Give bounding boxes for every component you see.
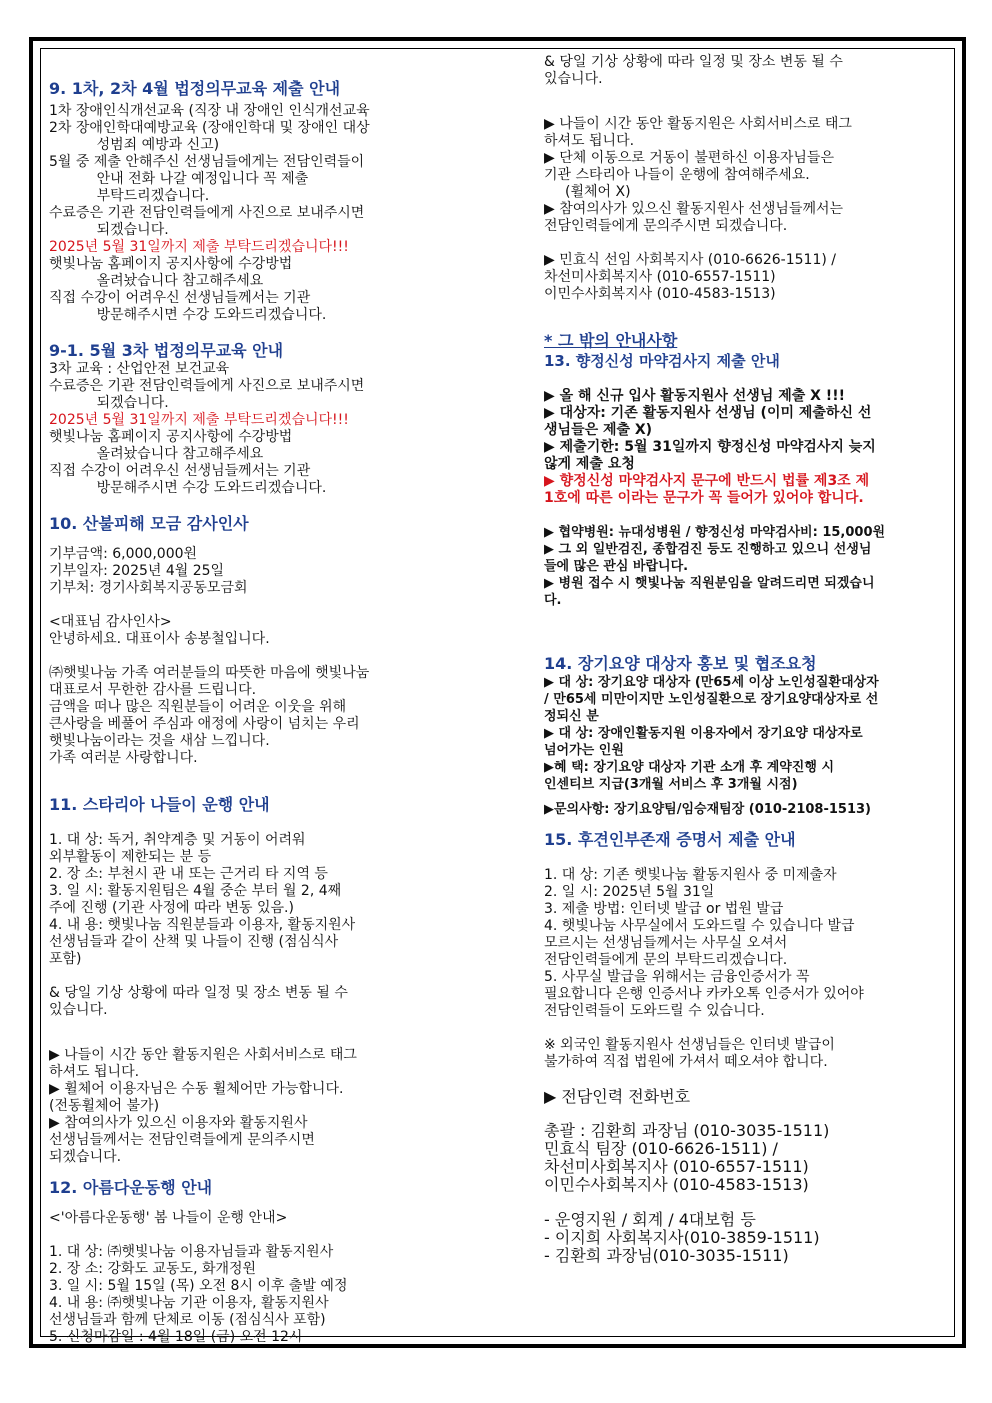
s15-item: 모르시는 선생님들께서는 사무실 오셔서 <box>544 935 788 951</box>
s11-note: ▶ 참여의사가 있으신 이용자와 활동지원사 <box>49 1115 308 1131</box>
s9-line: 2차 장애인학대예방교육 (장애인학대 및 장애인 대상 <box>49 120 370 136</box>
s9-line: 되겠습니다. <box>96 222 169 238</box>
ceo-message-heading: <대표님 감사인사> <box>49 614 172 630</box>
r-note: ▶ 참여의사가 있으신 활동지원사 선생님들께서는 <box>544 201 844 217</box>
s13-bullet: 들에 많은 관심 바랍니다. <box>544 559 689 574</box>
s9-line: 안내 전화 나갈 예정입니다 꼭 제출 <box>96 171 309 187</box>
s11-item: 2. 장 소: 부천시 관 내 또는 근거리 타 지역 등 <box>49 866 328 882</box>
s14-item: / 만65세 미만이지만 노인성질환으로 장기요양대상자로 선 <box>544 692 879 707</box>
phone-entry: 이민수사회복지사 (010-4583-1513) <box>544 1175 809 1194</box>
ceo-message-line: 대표로서 무한한 감사를 드립니다. <box>49 682 257 698</box>
ceo-message-line: 금액을 떠나 많은 직원분들이 어려운 이웃을 위해 <box>49 699 347 715</box>
s12-item: 2. 장 소: 강화도 교동도, 화개정원 <box>49 1261 257 1277</box>
s11-note: ▶ 휠체어 이용자님은 수동 휠체어만 가능합니다. <box>49 1081 344 1097</box>
s9-1-line: 수료증은 기관 전담인력들에게 사진으로 보내주시면 <box>49 378 365 394</box>
s11-weather-note: 있습니다. <box>49 1002 108 1018</box>
s14-item: 정되신 분 <box>544 709 599 724</box>
s15-foreigner-note: ※ 외국인 활동지원사 선생님들은 인터넷 발급이 <box>544 1037 835 1053</box>
s13-bullet: ▶ 병원 접수 시 햇빛나눔 직원분임을 알려드리면 되겠습니 <box>544 576 875 591</box>
s13-bullet: 생님들은 제출 X) <box>544 422 653 438</box>
ceo-message-line: ㈜햇빛나눔 가족 여러분들의 따뜻한 마음에 햇빛나눔 <box>49 665 370 681</box>
section-15-title: 15. 후견인부존재 증명서 제출 안내 <box>544 830 796 849</box>
s9-line: 부탁드리겠습니다. <box>96 188 210 204</box>
s14-contact: ▶문의사항: 장기요양팀/임승재팀장 (010-2108-1513) <box>544 802 871 817</box>
s11-item: 포함) <box>49 951 82 967</box>
s9-line: 1차 장애인식개선교육 (직장 내 장애인 인식개선교육 <box>49 103 370 119</box>
r-note: ▶ 나들이 시간 동안 활동지원은 사회서비스로 태그 <box>544 116 852 132</box>
s11-item: 1. 대 상: 독거, 취약계층 및 거동이 어려워 <box>49 832 306 848</box>
donation-amount: 기부금액: 6,000,000원 <box>49 546 198 562</box>
section-10-title: 10. 산불피해 모금 감사인사 <box>49 514 249 533</box>
phone-entry: 민효식 팀장 (010-6626-1511) / <box>544 1139 778 1158</box>
s9-line: 성범죄 예방과 신고) <box>96 137 220 153</box>
section-13-title: 13. 향정신성 마약검사지 제출 안내 <box>544 352 780 370</box>
s9-1-line: 올려놨습니다 참고해주세요 <box>96 446 264 462</box>
phone-entry: - 이지희 사회복지사(010-3859-1511) <box>544 1228 820 1247</box>
section-9-title: 9. 1차, 2차 4월 법정의무교육 제출 안내 <box>49 79 341 98</box>
s13-bullet: 않게 제출 요청 <box>544 456 635 472</box>
s11-item: 주에 진행 (기관 사정에 따라 변동 있음.) <box>49 900 294 916</box>
other-notices-title: * 그 밖의 안내사항 <box>544 331 678 350</box>
s11-note: 하셔도 됩니다. <box>49 1064 140 1080</box>
s15-item: 전담인력들에게 문의 부탁드리겠습니다. <box>544 952 788 968</box>
s9-line: 올려놨습니다 참고해주세요 <box>96 273 264 289</box>
s11-note: 선생님들께서는 전담인력들에게 문의주시면 <box>49 1132 315 1148</box>
s9-line: 5월 중 제출 안해주신 선생님들에게는 전담인력들이 <box>49 154 365 170</box>
r-note: 전담인력들에게 문의주시면 되겠습니다. <box>544 218 788 234</box>
r-note: ▶ 단체 이동으로 거동이 불편하신 이용자님들은 <box>544 150 834 166</box>
s13-warning: ▶ 향정신성 마약검사지 문구에 반드시 법률 제3조 제 <box>544 473 870 489</box>
s13-bullet: ▶ 그 외 일반검진, 종합검진 등도 진행하고 있으니 선생님 <box>544 542 872 557</box>
s12-item: 3. 일 시: 5월 15일 (목) 오전 8시 이후 출발 예정 <box>49 1278 348 1294</box>
phone-list-title: ▶ 전담인력 전화번호 <box>544 1087 691 1106</box>
s9-line: 방문해주시면 수강 도와드리겠습니다. <box>96 307 327 323</box>
s14-item: 넘어가는 인원 <box>544 743 624 758</box>
r-note: (휠체어 X) <box>565 184 631 200</box>
donation-date: 기부일자: 2025년 4월 25일 <box>49 563 225 579</box>
s15-item: 4. 햇빛나눔 사무실에서 도와드릴 수 있습니다 발급 <box>544 918 855 934</box>
donation-donor: 기부처: 경기사회복지공동모금회 <box>49 580 248 596</box>
s11-item: 외부활동이 제한되는 분 등 <box>49 849 212 865</box>
section-12-title: 12. 아름다운동행 안내 <box>49 1178 213 1197</box>
r-contact: ▶ 민효식 선임 사회복지사 (010-6626-1511) / <box>544 252 836 268</box>
r-weather-note: & 당일 기상 상황에 따라 일정 및 장소 변동 될 수 <box>544 54 843 70</box>
s12-subtitle: <'아름다운동행' 봄 나들이 운행 안내> <box>49 1210 288 1226</box>
s9-deadline: 2025년 5월 31일까지 제출 부탁드리겠습니다!!! <box>49 239 349 255</box>
s13-bullet: ▶ 대상자: 기존 활동지원사 선생님 (이미 제출하신 선 <box>544 405 872 421</box>
section-14-title: 14. 장기요양 대상자 홍보 및 협조요청 <box>544 654 817 673</box>
s13-bullet: 다. <box>544 593 562 608</box>
s11-note: ▶ 나들이 시간 동안 활동지원은 사회서비스로 태그 <box>49 1047 357 1063</box>
s9-line: 수료증은 기관 전담인력들에게 사진으로 보내주시면 <box>49 205 365 221</box>
phone-entry: - 김환희 과장님(010-3035-1511) <box>544 1246 789 1265</box>
s14-item: ▶ 대 상: 장기요양 대상자 (만65세 이상 노인성질환대상자 <box>544 675 879 690</box>
s14-item: 인센티브 지급(3개월 서비스 후 3개월 시점) <box>544 777 798 792</box>
s13-bullet: ▶ 제출기한: 5월 31일까지 향정신성 마약검사지 늦지 <box>544 439 876 455</box>
s14-item: ▶혜 택: 장기요양 대상자 기관 소개 후 계약진행 시 <box>544 760 835 775</box>
phone-entry: 차선미사회복지사 (010-6557-1511) <box>544 1157 809 1176</box>
s11-item: 3. 일 시: 활동지원팀은 4월 중순 부터 월 2, 4째 <box>49 883 342 899</box>
r-weather-note: 있습니다. <box>544 71 603 87</box>
ceo-message-line: 큰사랑을 베풀어 주심과 애정에 사랑이 넘치는 우리 <box>49 716 360 732</box>
s12-item: 5. 신청마감일 : 4월 18일 (금) 오전 12시 <box>49 1329 303 1345</box>
phone-entry: 총괄 : 김환희 과장님 (010-3035-1511) <box>544 1121 830 1140</box>
left-column <box>49 54 489 1346</box>
ceo-message-line: 햇빛나눔이라는 것을 새삼 느낍니다. <box>49 733 270 749</box>
s9-1-line: 3차 교육 : 산업안전 보건교육 <box>49 361 230 377</box>
s14-item: ▶ 대 상: 장애인활동지원 이용자에서 장기요양 대상자로 <box>544 726 863 741</box>
s15-item: 필요합니다 은행 인증서나 카카오톡 인증서가 있어야 <box>544 986 864 1002</box>
s12-item: 선생님들과 함께 단체로 이동 (점심식사 포함) <box>49 1312 326 1328</box>
s15-item: 3. 제출 방법: 인터넷 발급 or 법원 발급 <box>544 901 784 917</box>
ceo-message-line: 가족 여러분 사랑합니다. <box>49 750 198 766</box>
s11-item: 선생님들과 같이 산책 및 나들이 진행 (점심식사 <box>49 934 339 950</box>
r-contact: 이민수사회복지사 (010-4583-1513) <box>544 286 776 302</box>
section-9-1-title: 9-1. 5월 3차 법정의무교육 안내 <box>49 341 284 360</box>
s9-1-line: 되겠습니다. <box>96 395 169 411</box>
s13-warning: 1호에 따른 이라는 문구가 꼭 들어가 있어야 합니다. <box>544 490 864 506</box>
s9-1-line: 햇빛나눔 홈페이지 공지사항에 수강방법 <box>49 429 293 445</box>
s13-bullet: ▶ 협약병원: 뉴대성병원 / 향정신성 마약검사비: 15,000원 <box>544 525 886 540</box>
right-column <box>544 54 962 1265</box>
s12-item: 4. 내 용: ㈜햇빛나눔 기관 이용자, 활동지원사 <box>49 1295 329 1311</box>
s11-item: 4. 내 용: 햇빛나눔 직원분들과 이용자, 활동지원사 <box>49 917 356 933</box>
content-area <box>40 48 955 1345</box>
s9-1-deadline: 2025년 5월 31일까지 제출 부탁드리겠습니다!!! <box>49 412 349 428</box>
s13-bullet: ▶ 올 해 신규 입사 활동지원사 선생님 제출 X !!! <box>544 388 845 404</box>
s15-item: 2. 일 시: 2025년 5월 31일 <box>544 884 715 900</box>
s12-item: 1. 대 상: ㈜햇빛나눔 이용자님들과 활동지원사 <box>49 1244 334 1260</box>
s9-line: 직접 수강이 어려우신 선생님들께서는 기관 <box>49 290 311 306</box>
s15-item: 전담인력들이 도와드릴 수 있습니다. <box>544 1003 765 1019</box>
s15-item: 5. 사무실 발급을 위해서는 금융인증서가 꼭 <box>544 969 810 985</box>
phone-entry: - 운영지원 / 회계 / 4대보험 등 <box>544 1210 756 1229</box>
s9-1-line: 직접 수강이 어려우신 선생님들께서는 기관 <box>49 463 311 479</box>
page-border <box>29 37 966 1348</box>
s11-weather-note: & 당일 기상 상황에 따라 일정 및 장소 변동 될 수 <box>49 985 348 1001</box>
s15-item: 1. 대 상: 기존 햇빛나눔 활동지원사 중 미제출자 <box>544 867 837 883</box>
r-note: 하셔도 됩니다. <box>544 133 635 149</box>
section-11-title: 11. 스타리아 나들이 운행 안내 <box>49 795 270 814</box>
r-contact: 차선미사회복지사 (010-6557-1511) <box>544 269 776 285</box>
s11-note: (전동휠체어 불가) <box>49 1098 160 1114</box>
s9-1-line: 방문해주시면 수강 도와드리겠습니다. <box>96 480 327 496</box>
s9-line: 햇빛나눔 홈페이지 공지사항에 수강방법 <box>49 256 293 272</box>
ceo-greeting: 안녕하세요. 대표이사 송봉철입니다. <box>49 631 270 647</box>
r-note: 기관 스타리아 나들이 운행에 참여해주세요. <box>544 167 810 183</box>
s15-foreigner-note: 불가하여 직접 법원에 가셔서 떼오셔야 합니다. <box>544 1054 828 1070</box>
s11-note: 되겠습니다. <box>49 1149 122 1165</box>
